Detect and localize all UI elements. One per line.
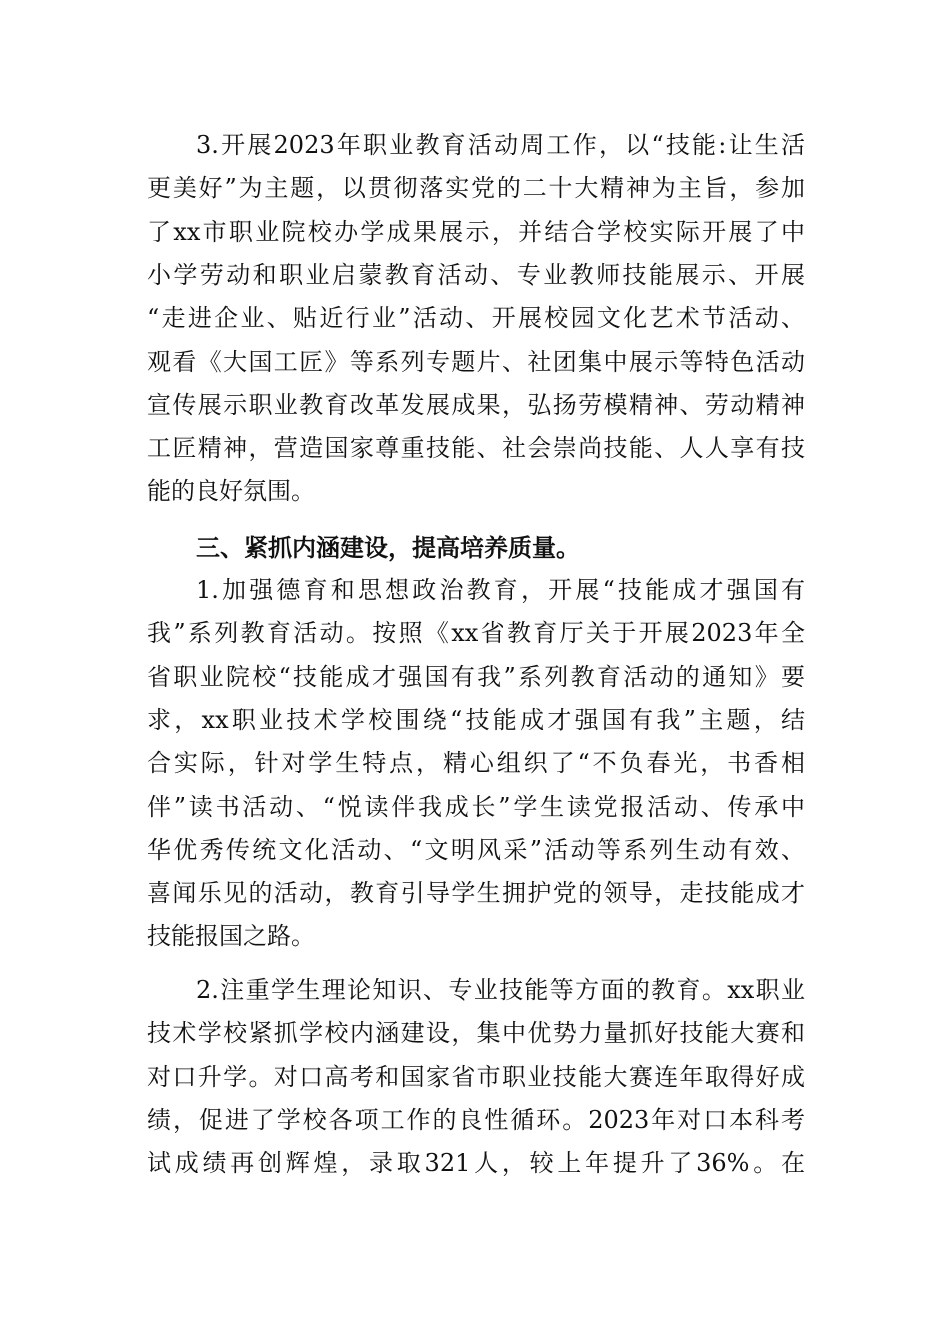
text-line: 更美好”为主题，以贯彻落实党的二十大精神为主旨，参加 xyxy=(147,174,805,203)
text-line: “走进企业、贴近行业”活动、开展校园文化艺术节活动、 xyxy=(147,304,805,333)
text-line: 伴”读书活动、“悦读伴我成长”学生读党报活动、传承中 xyxy=(147,792,805,821)
text-line: 观看《大国工匠》等系列专题片、社团集中展示等特色活动 xyxy=(147,347,805,376)
text-line: 求，xx职业技术学校围绕“技能成才强国有我”主题，结 xyxy=(147,705,805,734)
text-line: 省职业院校“技能成才强国有我”系列教育活动的通知》要 xyxy=(147,662,805,691)
text-line: 能的良好氛围。 xyxy=(147,477,315,506)
text-line: 宣传展示职业教育改革发展成果，弘扬劳模精神、劳动精神 xyxy=(147,390,805,419)
text-line: 华优秀传统文化活动、“文明风采”活动等系列生动有效、 xyxy=(147,835,805,864)
text-line: 2.注重学生理论知识、专业技能等方面的教育。xx职业 xyxy=(196,976,805,1004)
text-line: 绩，促进了学校各项工作的良性循环。2023年对口本科考 xyxy=(147,1105,805,1134)
text-line: 试成绩再创辉煌，录取321人，较上年提升了36%。在 xyxy=(147,1149,805,1178)
text-line: 喜闻乐见的活动，教育引导学生拥护党的领导，走技能成才 xyxy=(147,879,805,908)
text-line: 合实际，针对学生特点，精心组织了“不负春光，书香相 xyxy=(147,749,805,778)
text-line: 了xx市职业院校办学成果展示，并结合学校实际开展了中 xyxy=(147,217,805,246)
text-line: 3.开展2023年职业教育活动周工作，以“技能:让生活 xyxy=(196,131,805,159)
text-line: 对口升学。对口高考和国家省市职业技能大赛连年取得好成 xyxy=(147,1062,805,1091)
heading-text: 三、紧抓内涵建设，提高培养质量。 xyxy=(196,533,580,562)
text-line: 1.加强德育和思想政治教育，开展“技能成才强国有 xyxy=(196,576,805,604)
text-line: 我”系列教育活动。按照《xx省教育厅关于开展2023年全 xyxy=(147,619,805,648)
text-line: 工匠精神，营造国家尊重技能、社会崇尚技能、人人享有技 xyxy=(147,434,805,463)
text-line: 技能报国之路。 xyxy=(147,922,315,951)
text-line: 小学劳动和职业启蒙教育活动、专业教师技能展示、开展 xyxy=(147,260,805,289)
text-line: 技术学校紧抓学校内涵建设，集中优势力量抓好技能大赛和 xyxy=(147,1019,805,1048)
